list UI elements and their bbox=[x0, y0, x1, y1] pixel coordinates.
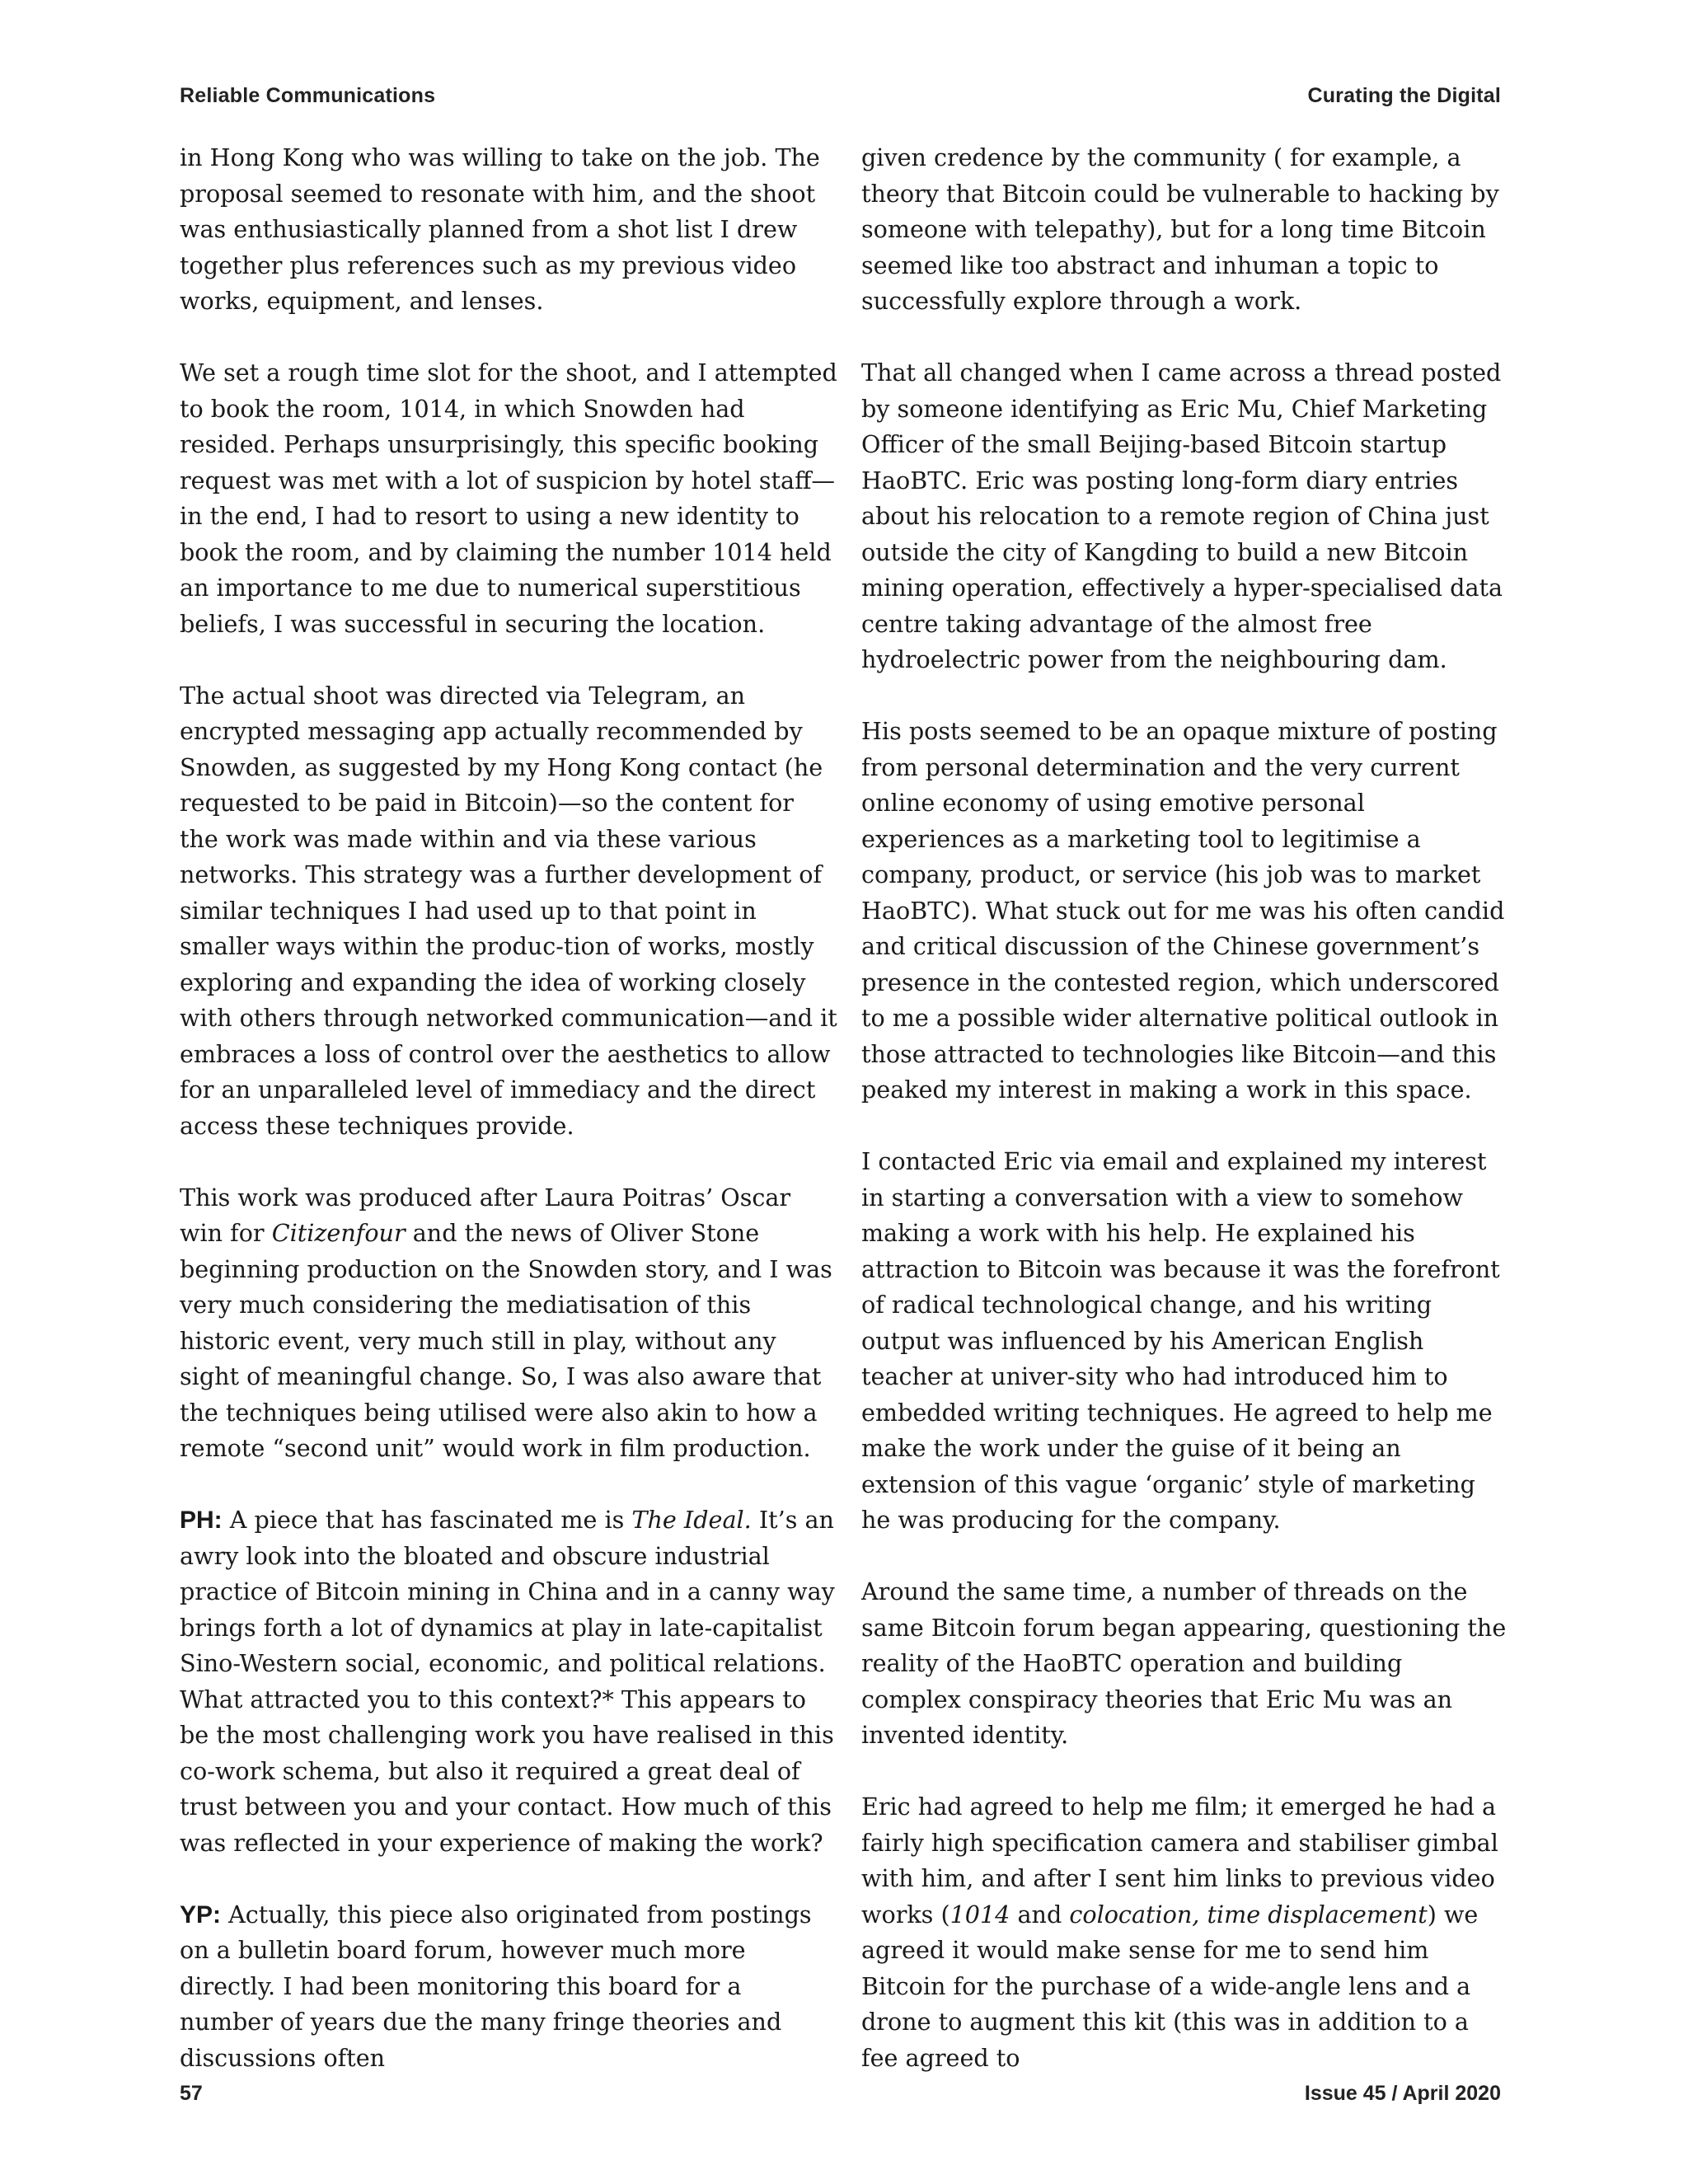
paragraph: given credence by the community ( for example, a theory that Bitcoin could be vulnerable to hacking by someone with telepathy), but for a long time Bitcoin seemed like too abstract and inhuman a topic to successfully explore through a work. bbox=[861, 143, 1499, 315]
paragraph bbox=[861, 1789, 1508, 2076]
text-run: ) we agreed it would make sense for me to send him Bitcoin for the purchase of a wide-angle lens and a drone to augment this kit (this was in addition to a fee agreed to bbox=[861, 1900, 1479, 2072]
paragraph: The actual shoot was directed via Telegram, an encrypted messaging app actually recommended by Snowden, as suggested by my Hong Kong contact (he requested to be paid in Bitcoin)—so the content for the work was made within and via these various networks. This strategy was a further development of similar techniques I had used up to that point in smaller ways within the produc-tion of works, mostly exploring and expanding the idea of working closely with others through networked communication—and it embraces a loss of control over the aesthetics to allow for an unparalleled level of immediacy and the direct access these techniques provide. bbox=[180, 681, 837, 1140]
text-run: Actually, this piece also originated from postings on a bulletin board forum, however much more directly. I had been monitoring this board for a number of years due the many fringe theories and discussions often bbox=[180, 1900, 812, 2072]
text-run: A piece that has fascinated me is bbox=[222, 1506, 632, 1534]
speaker-label: YP: bbox=[180, 1900, 222, 1929]
text-run: and the news of Oliver Stone beginning production on the Snowden story, and I was very much considering the mediatisation of this historic event, very much still in play, without any sight of meaningful change. So, I was also aware that the techniques being utilised were also akin to how a remote “second unit” would work in film production. bbox=[180, 1219, 832, 1462]
text-run: This work was produced after Laura Poitras’ Oscar win for bbox=[180, 1183, 791, 1247]
text-run: It’s an awry look into the bloated and obscure industrial practice of Bitcoin mining in China and in a canny way brings forth a lot of dynamics at play in late-capitalist Sino-Western social, economic, and political relations. What attracted you to this context?* This appears to be the most challenging work you have realised in this co-work schema, but also it required a great deal of trust between you and your contact. How much of this was reflected in your experience of making the work? bbox=[180, 1506, 835, 1857]
running-head-right: Curating the Digital bbox=[1307, 84, 1501, 107]
running-head-left: Reliable Communications bbox=[180, 84, 436, 107]
issue-info: Issue 45 / April 2020 bbox=[1304, 2082, 1501, 2105]
paragraph: His posts seemed to be an opaque mixture of posting from personal determination and the very current online economy of using emotive personal experiences as a marketing tool to legitimise a company, product, or service (his job was to market HaoBTC). What stuck out for me was his often candid and critical discussion of the Chinese government’s presence in the contested region, which underscored to me a possible wider alternative political outlook in those attracted to technologies like Bitcoin—and this peaked my interest in making a work in this space. bbox=[861, 717, 1505, 1104]
interview-answer bbox=[180, 1897, 839, 2077]
paragraph: in Hong Kong who was willing to take on the job. The proposal seemed to resonate with him, and the shoot was enthusiastically planned from a shot list I drew together plus references such as my previous video works, equipment, and lenses. bbox=[180, 143, 820, 315]
film-title: Citizenfour bbox=[271, 1219, 406, 1247]
work-title: 1014 bbox=[950, 1900, 1010, 1929]
text-run: and bbox=[1010, 1900, 1070, 1929]
right-column bbox=[861, 140, 1508, 2112]
work-title: colocation, time displacement bbox=[1069, 1900, 1428, 1929]
paragraph: That all changed when I came across a thread posted by someone identifying as Eric Mu, Chief Marketing Officer of the small Beijing-based Bitcoin startup HaoBTC. Eric was posting long-form diary entries about his relocation to a remote region of China just outside the city of Kangding to build a new Bitcoin mining operation, effectively a hyper-specialised data centre taking advantage of the almost free hydroelectric power from the neighbouring dam. bbox=[861, 359, 1503, 673]
work-title: The Ideal. bbox=[631, 1506, 752, 1534]
speaker-label: PH: bbox=[180, 1507, 223, 1534]
paragraph: We set a rough time slot for the shoot, and I attempted to book the room, 1014, in which Snowden had resided. Perhaps unsurprisingly, this specific booking request was met with a lot of suspicion by hotel staff—in the end, I had to resort to using a new identity to book the room, and by claiming the number 1014 held an importance to me due to numerical superstitious beliefs, I was successful in securing the location. bbox=[180, 359, 837, 638]
left-column bbox=[180, 140, 839, 2112]
text-run: Eric had agreed to help me film; it emerged he had a fairly high specification camera and stabiliser gimbal with him, and after I sent him links to previous video works ( bbox=[861, 1793, 1498, 1929]
paragraph: I contacted Eric via email and explained my interest in starting a conversation with a view to somehow making a work with his help. He explained his attraction to Bitcoin was because it was the forefront of radical technological change, and his writing output was influenced by his American English teacher at univer-sity who had introduced him to embedded writing techniques. He agreed to help me make the work under the guise of it being an extension of this vague ‘organic’ style of marketing he was producing for the company. bbox=[861, 1147, 1500, 1534]
paragraph bbox=[180, 1180, 839, 1467]
interview-question bbox=[180, 1502, 839, 1861]
paragraph: Around the same time, a number of threads on the same Bitcoin forum began appearing, questioning the reality of the HaoBTC operation and building complex conspiracy theories that Eric Mu was an invented identity. bbox=[861, 1577, 1507, 1749]
page-number: 57 bbox=[180, 2082, 203, 2105]
